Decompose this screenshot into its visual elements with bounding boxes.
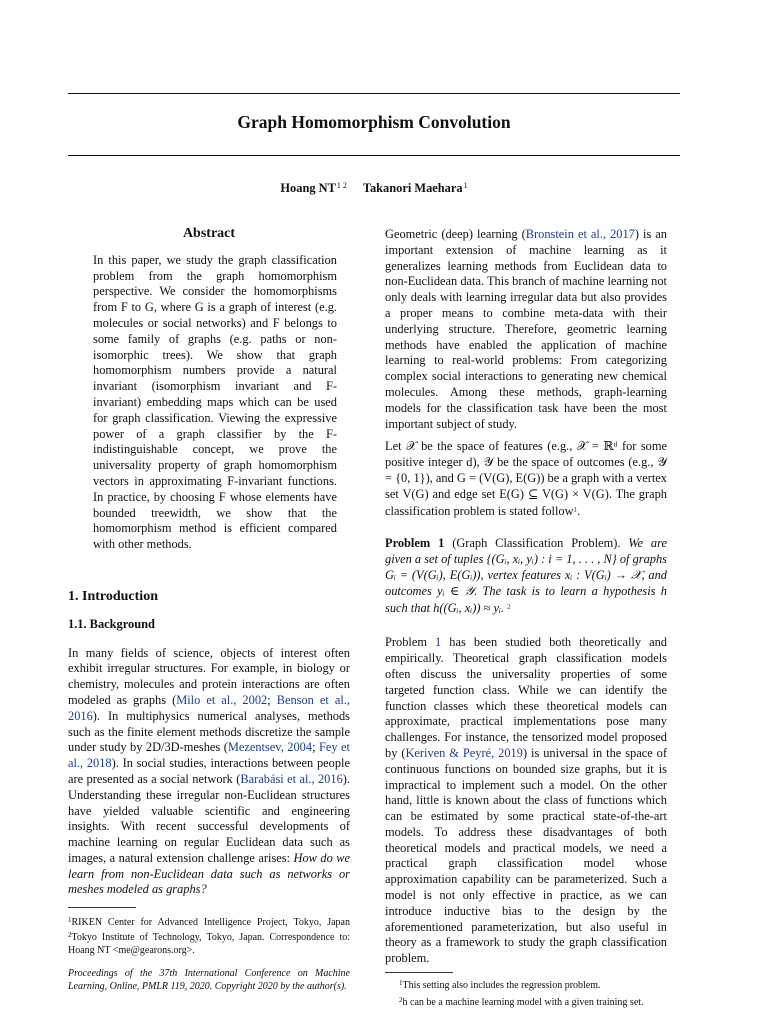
author-line [68, 181, 680, 196]
citation-link[interactable]: Bronstein et al., 2017 [525, 227, 635, 241]
problem-discussion-paragraph: Problem 1 has been studied both theoretically and empirically. Theoretical graph classification models often discuss the universality properties of some targeted function class. While we can identify the function classes which these theoretical models can approximate, practical implementations pose many challenges. For instance, the tensorized model proposed by (Keriven & Peyré, 2019) is universal in the space of continuous functions on bounded size graphs, but it is impractical to implement such a model. On the other hand, little is known about the class of functions which can be estimated by some practical state-of-the-art models. To address these disadvantages of both theoretical models and practical models, we need a practical graph classification model whose approximation capability can be parameterized. Such a model is not only effective in practice, as we can introduce inductive bias to the design by the aforementioned parameterization, but also useful in theory as a framework to study the graph classification problem. [385, 635, 667, 966]
left-column [68, 226, 350, 993]
abstract-heading: Abstract [182, 226, 236, 241]
affiliation-footnote: $^1$RIKEN Center for Advanced Intelligence Project, Tokyo, Japan $^2$Tokyo Institute of Technology, Tokyo, Japan. Correspondence to: Hoang NT <me@gearons.org>. [68, 916, 350, 957]
geometric-learning-paragraph: Geometric (deep) learning (Bronstein et al., 2017) is an important extension of machine learning as it generalizes learning methods from Euclidean data to non-Euclidean data. This branch of machine learning not only deals with learning irregular data but also provides a proper means to combine meta-data with their underlying structure. Therefore, geometric learning methods have enabled the application of machine learning to real-world problems: From categorizing complex social interactions to generating new chemical molecules. Among these methods, graph-learning models for the classification task have been the most important subject of study. [385, 227, 667, 431]
subsection-heading-background: 1.1. Background [68, 616, 155, 631]
title-bottom-rule [68, 155, 680, 156]
right-column [385, 227, 667, 1009]
problem-statement: Problem 1 (Graph Classification Problem). We are given a set of tuples {(Gᵢ, xᵢ, yᵢ) : i = 1, . . . , N} of graphs Gᵢ = (V(Gᵢ), E(Gᵢ)), vertex features xᵢ : V(Gᵢ) → 𝒳, and outcomes yᵢ ∈ 𝒴. The task is to learn a hypothesis h such that h((Gᵢ, xᵢ)) ≈ yᵢ. $^2$ [385, 536, 667, 615]
footnote-divider [68, 907, 136, 908]
citation-link[interactable]: Milo et al., 2002 [176, 692, 268, 707]
problem-ref-link[interactable]: 1 [435, 635, 442, 650]
footnote-ref[interactable]: 2 [507, 602, 511, 611]
author-name: Hoang NT [280, 181, 336, 195]
research-question: How do we learn from non-Euclidean data such as networks or meshes modeled as graphs? [68, 850, 350, 897]
section-heading-introduction: 1. Introduction [68, 588, 158, 604]
problem-setup-paragraph: Let 𝒳 be the space of features (e.g., 𝒳 = ℝᵈ for some positive integer d), 𝒴 be the space of outcomes (e.g., 𝒴 = {0, 1}), and G = (V(G), E(G)) be a graph with a vertex set V(G) and edge set E(G) ⊆ V(G) × V(G). The graph classification problem is stated follow$^1$. [385, 439, 667, 518]
citation-link[interactable]: Benson et al., 2016 [68, 692, 350, 723]
citation-link[interactable]: Barabási et al., 2016 [240, 771, 343, 786]
author-affiliation: 1 2 [336, 181, 347, 190]
footnote-ref[interactable]: 1 [573, 505, 578, 514]
citation-link[interactable]: Mezentsev, 2004 [227, 740, 313, 755]
footnote-2: $^2$h can be a machine learning model with a given training set. [399, 996, 644, 1009]
proceedings-note: Proceedings of the 37th International Conference on Machine Learning, Online, PMLR 119, 2020. Copyright 2020 by the author(s). [68, 968, 350, 993]
problem-label: Problem 1 [385, 536, 445, 551]
intro-paragraph: In many fields of science, objects of interest often exhibit irregular structures. For example, in biology or chemistry, molecules and protein interactions are often modeled as graphs (Milo et al., 2002; Benson et al., 2016). In multiphysics numerical analyses, methods such as the finite element methods discretize the sample under study by 2D/3D-meshes (Mezentsev, 2004; Fey et al., 2018). In social studies, interactions between people are presented as a social network (Barabási et al., 2016). Understanding these irregular non-Euclidean structures have yielded valuable scientific and engineering insights. With recent successful developments of machine learning on regular Euclidean data such as images, a natural extension challenge arises: How do we learn from non-Euclidean data such as networks or meshes modeled as graphs? [68, 645, 350, 897]
citation-link[interactable]: Keriven & Peyré, 2019 [405, 745, 523, 760]
abstract-text: In this paper, we study the graph classification problem from the graph homomorphism perspective. We consider the homomorphisms from F to G, where G is a graph of interest (e.g. molecules or social networks) and F belongs to some family of graphs (e.g. paths or non-isomorphic trees). We show that graph homomorphism numbers provide a natural invariant (isomorphism invariant and F-invariant) embedding maps which can be used for graph classification. Viewing the expressive power of a graph classifier by the F-indistinguishable concept, we prove the universality property of graph homomorphism vectors in approximating F-invariant functions. In practice, by choosing F whose elements have bounded treewidth, we show that the homomorphism method is efficient compared with other methods. [93, 252, 337, 552]
paper-title: Graph Homomorphism Convolution [237, 112, 511, 132]
citation-link[interactable]: Fey et al., 2018 [68, 740, 350, 771]
top-rule [68, 93, 680, 94]
footnote-divider [385, 972, 453, 973]
footnote-1: $^1$This setting also includes the regression problem. [399, 979, 601, 992]
author-name: Takanori Maehara [362, 181, 463, 195]
author-affiliation: 1 [463, 181, 468, 190]
